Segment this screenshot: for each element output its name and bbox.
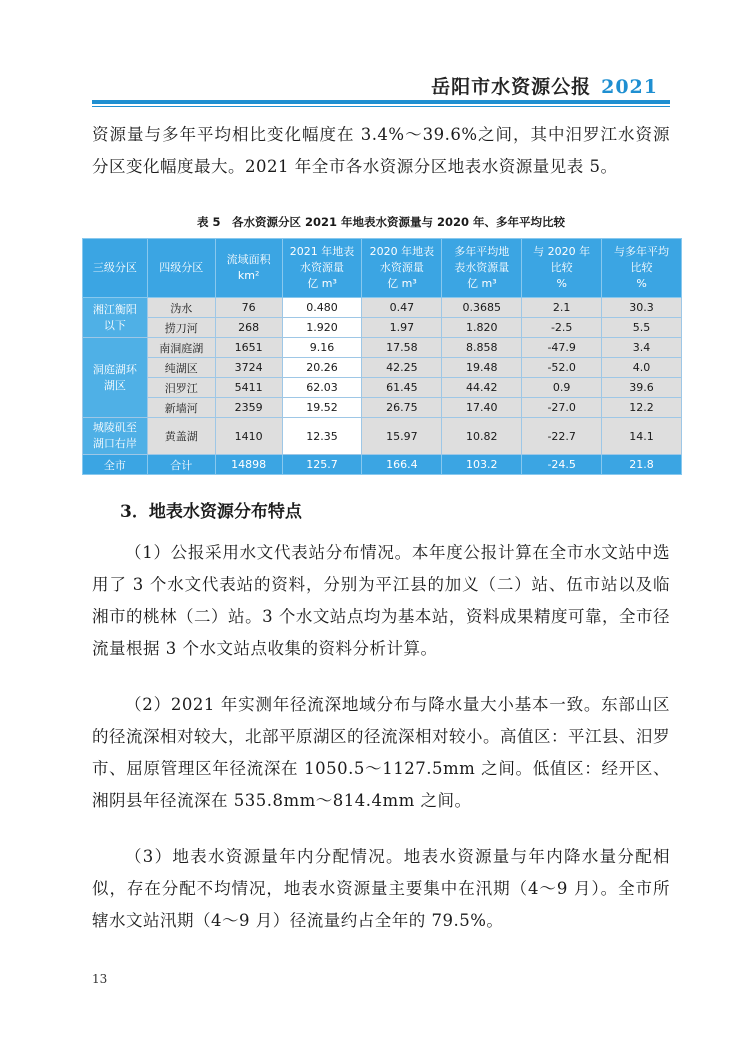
cell-2020: 61.45 [362, 378, 442, 398]
header-rule [92, 100, 670, 104]
cell-2021: 62.03 [282, 378, 362, 398]
cell-average: 17.40 [442, 398, 522, 418]
cell-average: 44.42 [442, 378, 522, 398]
total-average: 103.2 [442, 455, 522, 475]
cell-cmp-2020: -22.7 [522, 418, 602, 455]
cell-cmp-2020: 0.9 [522, 378, 602, 398]
surface-water-table [82, 238, 682, 475]
table-total-row [83, 455, 682, 475]
header-rule-thin [92, 106, 670, 107]
cell-area: 76 [215, 298, 282, 318]
cell-cmp-2020: -27.0 [522, 398, 602, 418]
table-row [83, 318, 682, 338]
cell-2021: 0.480 [282, 298, 362, 318]
report-year: 2021 [601, 76, 658, 98]
paragraph-1: （1）公报采用水文代表站分布情况。本年度公报计算在全市水文站中选用了 3 个水文代表站的资料，分别为平江县的加义（二）站、伍市站以及临湘市的桃林（二）站。3 个水文站点均为基本站，资料成果精度可靠，全市径流量根据 3 个水文站点收集的资料分析计算。 [92, 543, 670, 658]
cell-name: 南洞庭湖 [147, 338, 215, 358]
header-cmp-2020: 与 2020 年 比较 % [522, 239, 602, 298]
table-row [83, 338, 682, 358]
cell-name: 黄盖湖 [147, 418, 215, 455]
header-cmp-average: 与多年平均 比较 % [602, 239, 682, 298]
cell-2020: 17.58 [362, 338, 442, 358]
paragraph-2: （2）2021 年实测年径流深地域分布与降水量大小基本一致。东部山区的径流深相对较大，北部平原湖区的径流深相对较小。高值区：平江县、汨罗市、屈原管理区年径流深在 1050.5～1127.5mm 之间。低值区：经开区、湘阴县年径流深在 535.8mm～814.4mm 之间。 [92, 695, 670, 810]
total-area: 14898 [215, 455, 282, 475]
cell-2021: 19.52 [282, 398, 362, 418]
total-label: 合计 [147, 455, 215, 475]
table-caption: 表 5 各水资源分区 2021 年地表水资源量与 2020 年、多年平均比较 [196, 215, 566, 229]
table-row [83, 418, 682, 455]
cell-cmp-average: 14.1 [602, 418, 682, 455]
table-row [83, 298, 682, 318]
group-label: 城陵矶至 湖口右岸 [83, 418, 148, 455]
report-title-text: 岳阳市水资源公报 [431, 76, 592, 98]
cell-2020: 26.75 [362, 398, 442, 418]
cell-average: 8.858 [442, 338, 522, 358]
page-number: 13 [92, 972, 108, 986]
total-2020: 166.4 [362, 455, 442, 475]
cell-2021: 20.26 [282, 358, 362, 378]
header-2021: 2021 年地表 水资源量 亿 m³ [282, 239, 362, 298]
cell-cmp-average: 5.5 [602, 318, 682, 338]
cell-average: 19.48 [442, 358, 522, 378]
header-average: 多年平均地 表水资源量 亿 m³ [442, 239, 522, 298]
cell-cmp-average: 39.6 [602, 378, 682, 398]
header-2020: 2020 年地表 水资源量 亿 m³ [362, 239, 442, 298]
paragraph-3: （3）地表水资源量年内分配情况。地表水资源量与年内降水量分配相似，存在分配不均情况，地表水资源量主要集中在汛期（4～9 月）。全市所辖水文站汛期（4～9 月）径流量约占全年的 79.5%。 [92, 847, 670, 930]
cell-2020: 42.25 [362, 358, 442, 378]
cell-cmp-2020: -2.5 [522, 318, 602, 338]
cell-cmp-2020: -52.0 [522, 358, 602, 378]
cell-cmp-2020: 2.1 [522, 298, 602, 318]
cell-average: 0.3685 [442, 298, 522, 318]
cell-average: 10.82 [442, 418, 522, 455]
cell-name: 捞刀河 [147, 318, 215, 338]
table-row [83, 358, 682, 378]
header-area: 流域面积 km² [215, 239, 282, 298]
cell-name: 纯湖区 [147, 358, 215, 378]
cell-cmp-average: 3.4 [602, 338, 682, 358]
group-label: 湘江衡阳 以下 [83, 298, 148, 338]
cell-2020: 15.97 [362, 418, 442, 455]
cell-area: 3724 [215, 358, 282, 378]
total-group-label: 全市 [83, 455, 148, 475]
header-level4: 四级分区 [147, 239, 215, 298]
cell-average: 1.820 [442, 318, 522, 338]
cell-cmp-average: 4.0 [602, 358, 682, 378]
cell-2020: 0.47 [362, 298, 442, 318]
cell-cmp-2020: -47.9 [522, 338, 602, 358]
cell-area: 268 [215, 318, 282, 338]
cell-name: 沩水 [147, 298, 215, 318]
section-heading: 3．地表水资源分布特点 [120, 502, 302, 522]
cell-area: 1410 [215, 418, 282, 455]
cell-2021: 9.16 [282, 338, 362, 358]
cell-area: 1651 [215, 338, 282, 358]
cell-name: 汨罗江 [147, 378, 215, 398]
table-row [83, 398, 682, 418]
cell-cmp-average: 12.2 [602, 398, 682, 418]
cell-cmp-average: 30.3 [602, 298, 682, 318]
cell-2021: 12.35 [282, 418, 362, 455]
cell-area: 5411 [215, 378, 282, 398]
cell-2021: 1.920 [282, 318, 362, 338]
group-label: 洞庭湖环 湖区 [83, 338, 148, 418]
report-title [431, 72, 658, 99]
cell-area: 2359 [215, 398, 282, 418]
total-2021: 125.7 [282, 455, 362, 475]
intro-paragraph: 资源量与多年平均相比变化幅度在 3.4%～39.6%之间，其中汨罗江水资源分区变化幅度最大。2021 年全市各水资源分区地表水资源量见表 5。 [92, 125, 670, 176]
table-row [83, 378, 682, 398]
cell-2020: 1.97 [362, 318, 442, 338]
table-header-row [83, 239, 682, 298]
total-cmp-2020: -24.5 [522, 455, 602, 475]
header-level3: 三级分区 [83, 239, 148, 298]
cell-name: 新墙河 [147, 398, 215, 418]
total-cmp-average: 21.8 [602, 455, 682, 475]
